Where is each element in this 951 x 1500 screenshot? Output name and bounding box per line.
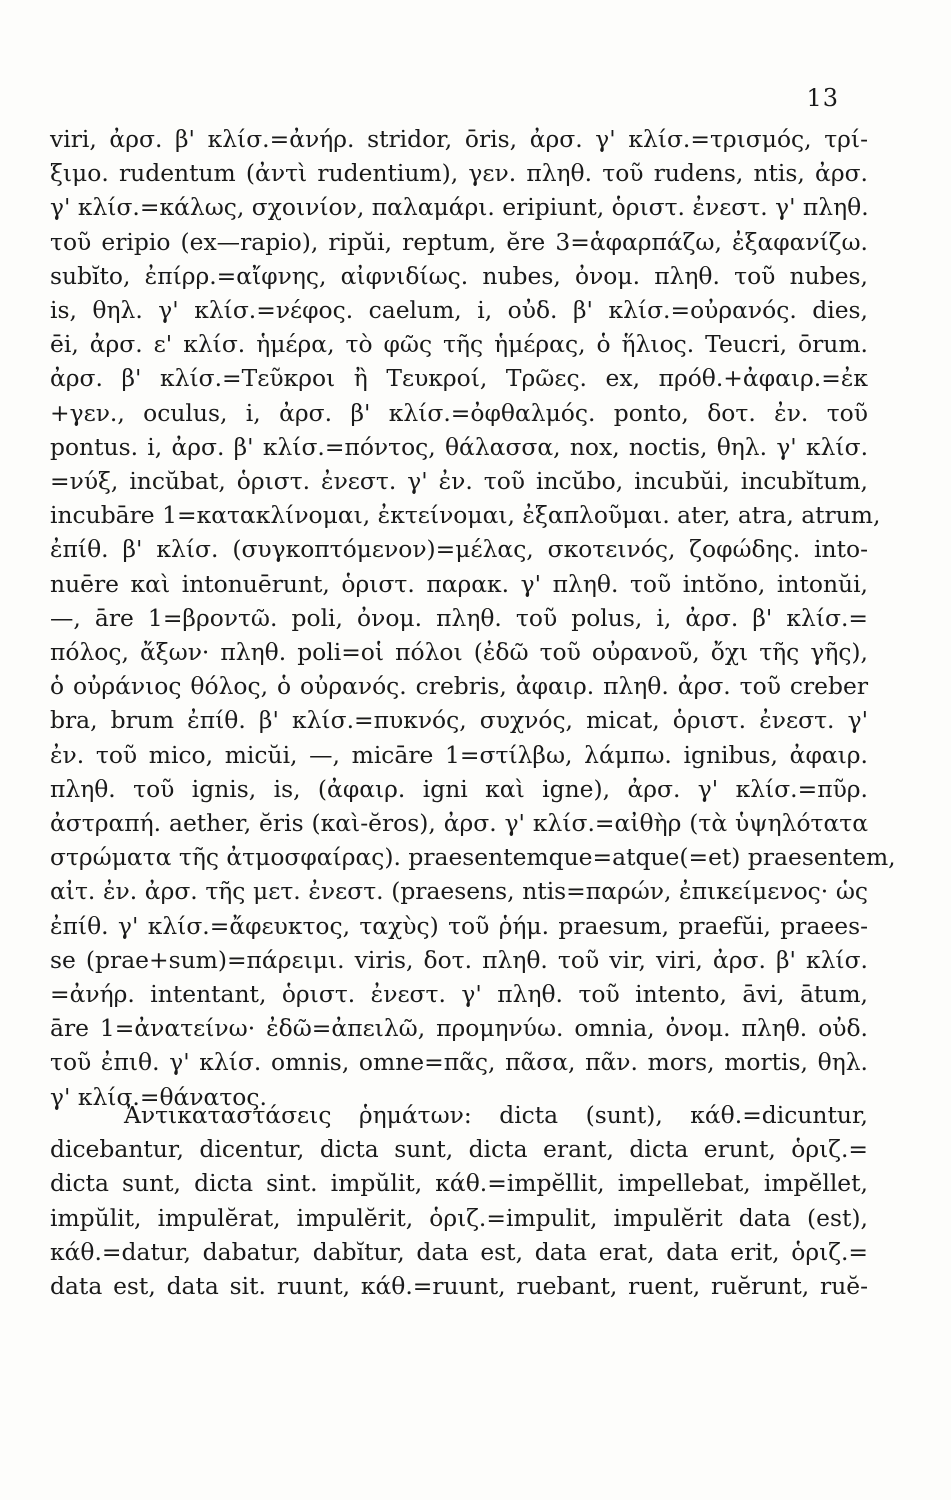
text-line: =ἀνήρ. intentant, ὁριστ. ἐνεστ. γ' πληθ. τοῦ intento, āvi, ātum, xyxy=(50,980,868,1009)
text-line: —, āre 1=βροντῶ. poli, ὀνομ. πληθ. τοῦ polus, i, ἀρσ. β' κλίσ.= xyxy=(50,603,868,632)
text-line: āre 1=ἀνατείνω· ἐδῶ=ἀπειλῶ, προμηνύω. omnia, ὀνομ. πληθ. οὐδ. xyxy=(50,1014,868,1043)
text-line: ἐν. τοῦ mico, micŭi, —, micāre 1=στίλβω, λάμπω. ignibus, ἀφαιρ. xyxy=(50,740,868,769)
text-line: ἀστραπή. aether, ĕris (καὶ-ĕros), ἀρσ. γ' κλίσ.=αἰθὴρ (τὰ ὑψηλότατα xyxy=(50,809,868,838)
main-paragraph xyxy=(50,122,896,1114)
text-line: ēi, ἀρσ. ε' κλίσ. ἡμέρα, τὸ φῶς τῆς ἡμέρας, ὁ ἥλιος. Teucri, ōrum. xyxy=(50,330,868,359)
text-line: γ' κλίσ.=θάνατος. xyxy=(50,1082,267,1111)
text-line: ἀρσ. β' κλίσ.=Τεῦκροι ἢ Τευκροί, Τρῶες. ex, πρόθ.+ἀφαιρ.=ἐκ xyxy=(50,364,868,393)
text-line: τοῦ eripio (ex—rapio), ripŭi, reptum, ĕre 3=ἁφαρπάζω, ἐξαφανίζω. xyxy=(50,227,868,256)
text-line: data est, data sit. ruunt, κάθ.=ruunt, ruebant, ruent, ruĕrunt, ruĕ- xyxy=(50,1272,868,1301)
text-line: +γεν., oculus, i, ἀρσ. β' κλίσ.=ὀφθαλμός. ponto, δοτ. ἐν. τοῦ xyxy=(50,398,868,427)
text-line: =νύξ, incŭbat, ὁριστ. ἐνεστ. γ' ἐν. τοῦ incŭbo, incubŭi, incubĭtum, xyxy=(50,467,868,496)
text-line: bra, brum ἐπίθ. β' κλίσ.=πυκνός, συχνός, micat, ὁριστ. ἐνεστ. γ' xyxy=(50,706,868,735)
verb-substitutions-paragraph xyxy=(50,1098,868,1303)
page-number: 13 xyxy=(806,84,839,112)
text-line: impŭlit, impulĕrat, impulĕrit, ὁριζ.=impulit, impulĕrit data (est), xyxy=(50,1203,868,1232)
text-line: dicebantur, dicentur, dicta sunt, dicta erant, dicta erunt, ὁριζ.= xyxy=(50,1135,868,1164)
text-line: ἐπίθ. γ' κλίσ.=ἄφευκτος, ταχὺς) τοῦ ῥήμ. praesum, praefŭi, praees- xyxy=(50,911,868,940)
text-line: incubāre 1=κατακλίνομαι, ἐκτείνομαι, ἐξαπλοῦμαι. ater, atra, atrum, xyxy=(50,501,881,530)
text-line: Ἀντικαταστάσεις ῥημάτων: dicta (sunt), κάθ.=dicuntur, xyxy=(124,1101,868,1129)
text-line: viri, ἀρσ. β' κλίσ.=ἀνήρ. stridor, ōris, ἀρσ. γ' κλίσ.=τρισμός, τρί- xyxy=(50,125,868,153)
text-line: ὁ οὐράνιος θόλος, ὁ οὐρανός. crebris, ἀφαιρ. πληθ. ἀρσ. τοῦ creber xyxy=(50,672,868,701)
text-line: nuēre καὶ intonuērunt, ὁριστ. παρακ. γ' πληθ. τοῦ intŏno, intonŭi, xyxy=(50,569,868,598)
text-line: πόλος, ἄξων· πληθ. poli=οἱ πόλοι (ἐδῶ τοῦ οὐρανοῦ, ὄχι τῆς γῆς), xyxy=(50,638,868,667)
text-line: subĭto, ἐπίρρ.=αἴφνης, αἰφνιδίως. nubes, ὀνομ. πληθ. τοῦ nubes, xyxy=(50,261,868,290)
text-line: ἐπίθ. β' κλίσ. (συγκοπτόμενον)=μέλας, σκοτεινός, ζοφώδης. into- xyxy=(50,535,868,564)
text-line: ξιμο. rudentum (ἀντὶ rudentium), γεν. πληθ. τοῦ rudens, ntis, ἀρσ. xyxy=(50,159,868,188)
text-line: γ' κλίσ.=κάλως, σχοινίον, παλαμάρι. eripiunt, ὁριστ. ἐνεστ. γ' πληθ. xyxy=(50,193,869,222)
text-line: αἰτ. ἐν. ἀρσ. τῆς μετ. ἐνεστ. (praesens, ntis=παρών, ἐπικείμενος· ὡς xyxy=(50,877,868,906)
text-line: se (prae+sum)=πάρειμι. viris, δοτ. πληθ. τοῦ vir, viri, ἀρσ. β' κλίσ. xyxy=(50,945,868,974)
text-line: στρώματα τῆς ἀτμοσφαίρας). praesentemque=atque(=et) praesentem, xyxy=(50,843,896,872)
text-line: dicta sunt, dicta sint. impŭlit, κάθ.=impĕllit, impellebat, impĕllet, xyxy=(50,1169,868,1198)
text-line: τοῦ ἐπιθ. γ' κλίσ. omnis, omne=πᾶς, πᾶσα, πᾶν. mors, mortis, θηλ. xyxy=(50,1048,868,1077)
text-line: πληθ. τοῦ ignis, is, (ἀφαιρ. igni καὶ igne), ἀρσ. γ' κλίσ.=πῦρ. xyxy=(50,774,868,803)
text-line: pontus. i, ἀρσ. β' κλίσ.=πόντος, θάλασσα, nox, noctis, θηλ. γ' κλίσ. xyxy=(50,432,868,461)
text-line: κάθ.=datur, dabatur, dabĭtur, data est, data erat, data erit, ὁριζ.= xyxy=(50,1237,868,1266)
text-line: is, θηλ. γ' κλίσ.=νέφος. caelum, i, οὐδ. β' κλίσ.=οὐρανός. dies, xyxy=(50,296,868,325)
